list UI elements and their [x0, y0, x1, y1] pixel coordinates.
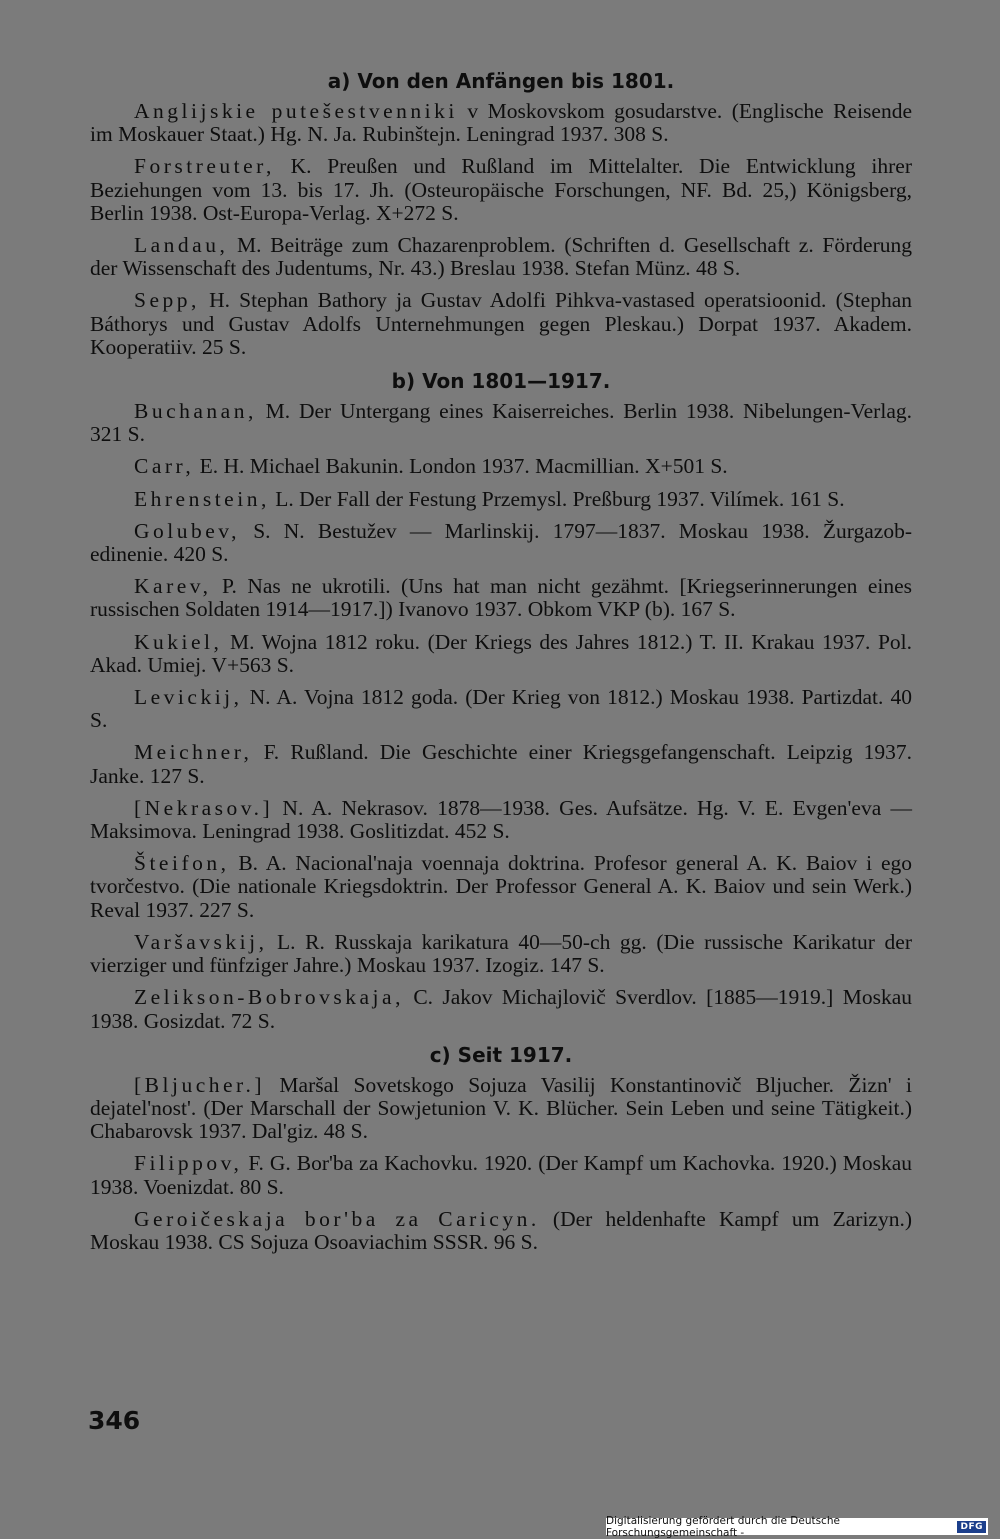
section-heading: a) Von den Anfängen bis 1801. [327, 69, 675, 93]
entry-author: Zelikson-Bobrovskaja, [134, 985, 404, 1010]
document-page [90, 60, 912, 1263]
entry-author: Ehrenstein, [134, 486, 270, 511]
entry-text: P. Nas ne ukrotili. (Uns hat man nicht gezähmt. [Kriegserinnerungen eines russischen Soldaten 1914—1917.]) Ivanovo 1937. Obkom VKP (b). 167 S. [90, 574, 912, 622]
entry-text: M. Der Untergang eines Kaiserreiches. Berlin 1938. Nibelungen-Verlag. 321 S. [90, 399, 912, 447]
bibliography-entry [90, 400, 912, 446]
entry-author: Carr, [134, 454, 195, 479]
entry-text: F. Rußland. Die Geschichte einer Kriegsgefangenschaft. Leipzig 1937. Janke. 127 S. [90, 740, 912, 788]
bibliography-entry [90, 520, 912, 566]
entry-author: Golubev, [134, 518, 241, 543]
entry-text: v Moskovskom gosudarstve. (Englische Reisende im Moskauer Staat.) Hg. N. Ja. Rubinštejn. Leningrad 1937. 308 S. [90, 99, 912, 147]
entry-text: N. A. Vojna 1812 goda. (Der Krieg von 1812.) Moskau 1938. Partizdat. 40 S. [90, 685, 912, 733]
entry-text: (Der heldenhafte Kampf um Zarizyn.) Moskau 1938. CS Sojuza Osoaviachim SSSR. 96 S. [90, 1206, 912, 1254]
entry-text: H. Stephan Bathory ja Gustav Adolfi Pihkva-vastased operatsioonid. (Stephan Báthorys und Gustav Adolfs Unternehmungen gegen Pleskau.) Dorpat 1937. Akadem. Kooperatiiv. 25 S. [90, 288, 912, 359]
entry-author: [Nekrasov.] [134, 795, 274, 820]
entry-author: Geroičeskaja bor'ba za Caricyn. [134, 1206, 540, 1231]
entry-author: Forstreuter, [134, 154, 275, 179]
entry-author: Landau, [134, 233, 229, 258]
entry-text: Maršal Sovetskogo Sojuza Vasilij Konstantinovič Bljucher. Žizn' i dejatel'nost'. (Der Marschall der Sowjetunion V. K. Blücher. Sein Leben und seine Tätigkeit.) Chabarovsk 1937. Dal'giz. 48 S. [90, 1072, 912, 1144]
entry-author: Sepp, [134, 288, 200, 313]
bibliography-entry [90, 797, 912, 843]
entry-author: Varšavskij, [134, 929, 268, 954]
entry-text: C. Jakov Michajlovič Sverdlov. [1885—1919.] Moskau 1938. Gosizdat. 72 S. [90, 985, 912, 1033]
bibliography-entry [90, 852, 912, 922]
entry-author: Meichner, [134, 740, 253, 765]
bibliography-entry [90, 289, 912, 359]
section-heading: b) Von 1801—1917. [391, 369, 611, 394]
dfg-logo-icon: DFG [957, 1521, 986, 1533]
bibliography-entry [90, 1152, 912, 1198]
bibliography-entry [90, 686, 912, 732]
bibliography-entry [90, 234, 912, 280]
bibliography-entry [90, 986, 912, 1032]
bibliography-entry [90, 931, 912, 977]
bibliography-entry [90, 741, 912, 787]
bibliography-entry [90, 1074, 912, 1144]
entry-author: Šteifon, [134, 851, 230, 876]
entry-author: Kukiel, [134, 629, 223, 654]
bibliography-entry [90, 631, 912, 677]
bibliography-entry [90, 100, 912, 146]
entry-author: [Bljucher.] [134, 1072, 266, 1097]
entry-text: M. Wojna 1812 roku. (Der Kriegs des Jahres 1812.) T. II. Krakau 1937. Pol. Akad. Umiej. V+563 S. [90, 629, 912, 677]
entry-text: K. Preußen und Rußland im Mittelalter. Die Entwicklung ihrer Beziehungen vom 13. bis 17. Jh. (Osteuropäische Forschungen, NF. Bd. 25,) Königsberg, Berlin 1938. Ost-Europa-Verlag. X+272 S. [90, 154, 912, 225]
entry-author: Filippov, [134, 1151, 243, 1176]
bibliography-entry [90, 488, 912, 511]
bibliography-entry [90, 155, 912, 225]
entry-text: N. A. Nekrasov. 1878—1938. Ges. Aufsätze. Hg. V. E. Evgen'eva — Maksimova. Leningrad 1938. Goslitizdat. 452 S. [90, 795, 912, 844]
footer-text: Digitalisierung gefördert durch die Deutsche Forschungsgemeinschaft - [606, 1514, 840, 1539]
entry-text: E. H. Michael Bakunin. London 1937. Macmillian. X+501 S. [194, 454, 728, 479]
bibliography-entry [90, 455, 912, 478]
entry-text: B. A. Nacional'naja voennaja doktrina. Profesor general A. K. Baiov i ego tvorčestvo. (Die nationale Kriegsdoktrin. Der Professor General A. K. Baiov und sein Werk.) Reval 1937. 227 S. [90, 851, 912, 922]
entry-author: Karev, [134, 574, 212, 599]
entry-author: Buchanan, [134, 399, 257, 424]
entry-text: S. N. Bestužev — Marlinskij. 1797—1837. Moskau 1938. Žurgazob-edinenie. 420 S. [90, 518, 912, 567]
digitization-footer [606, 1514, 988, 1539]
bibliography-entry [90, 1208, 912, 1254]
page-number: 346 [88, 1406, 141, 1435]
section-heading: c) Seit 1917. [429, 1042, 573, 1067]
entry-author: Levickij, [134, 685, 243, 710]
entry-text: L. Der Fall der Festung Przemysl. Preßburg 1937. Vilímek. 161 S. [269, 486, 845, 511]
entry-text: M. Beiträge zum Chazarenproblem. (Schriften d. Gesellschaft z. Förderung der Wissenschaft des Judentums, Nr. 43.) Breslau 1938. Stefan Münz. 48 S. [90, 233, 912, 281]
entry-text: F. G. Bor'ba za Kachovku. 1920. (Der Kampf um Kachovka. 1920.) Moskau 1938. Voenizdat. 80 S. [90, 1151, 912, 1199]
entry-author: Anglijskie putešestvenniki [134, 99, 458, 123]
entry-text: L. R. Russkaja karikatura 40—50-ch gg. (Die russische Karikatur der vierziger und fünfziger Jahre.) Moskau 1937. Izogiz. 147 S. [90, 929, 912, 978]
bibliography-entry [90, 575, 912, 621]
